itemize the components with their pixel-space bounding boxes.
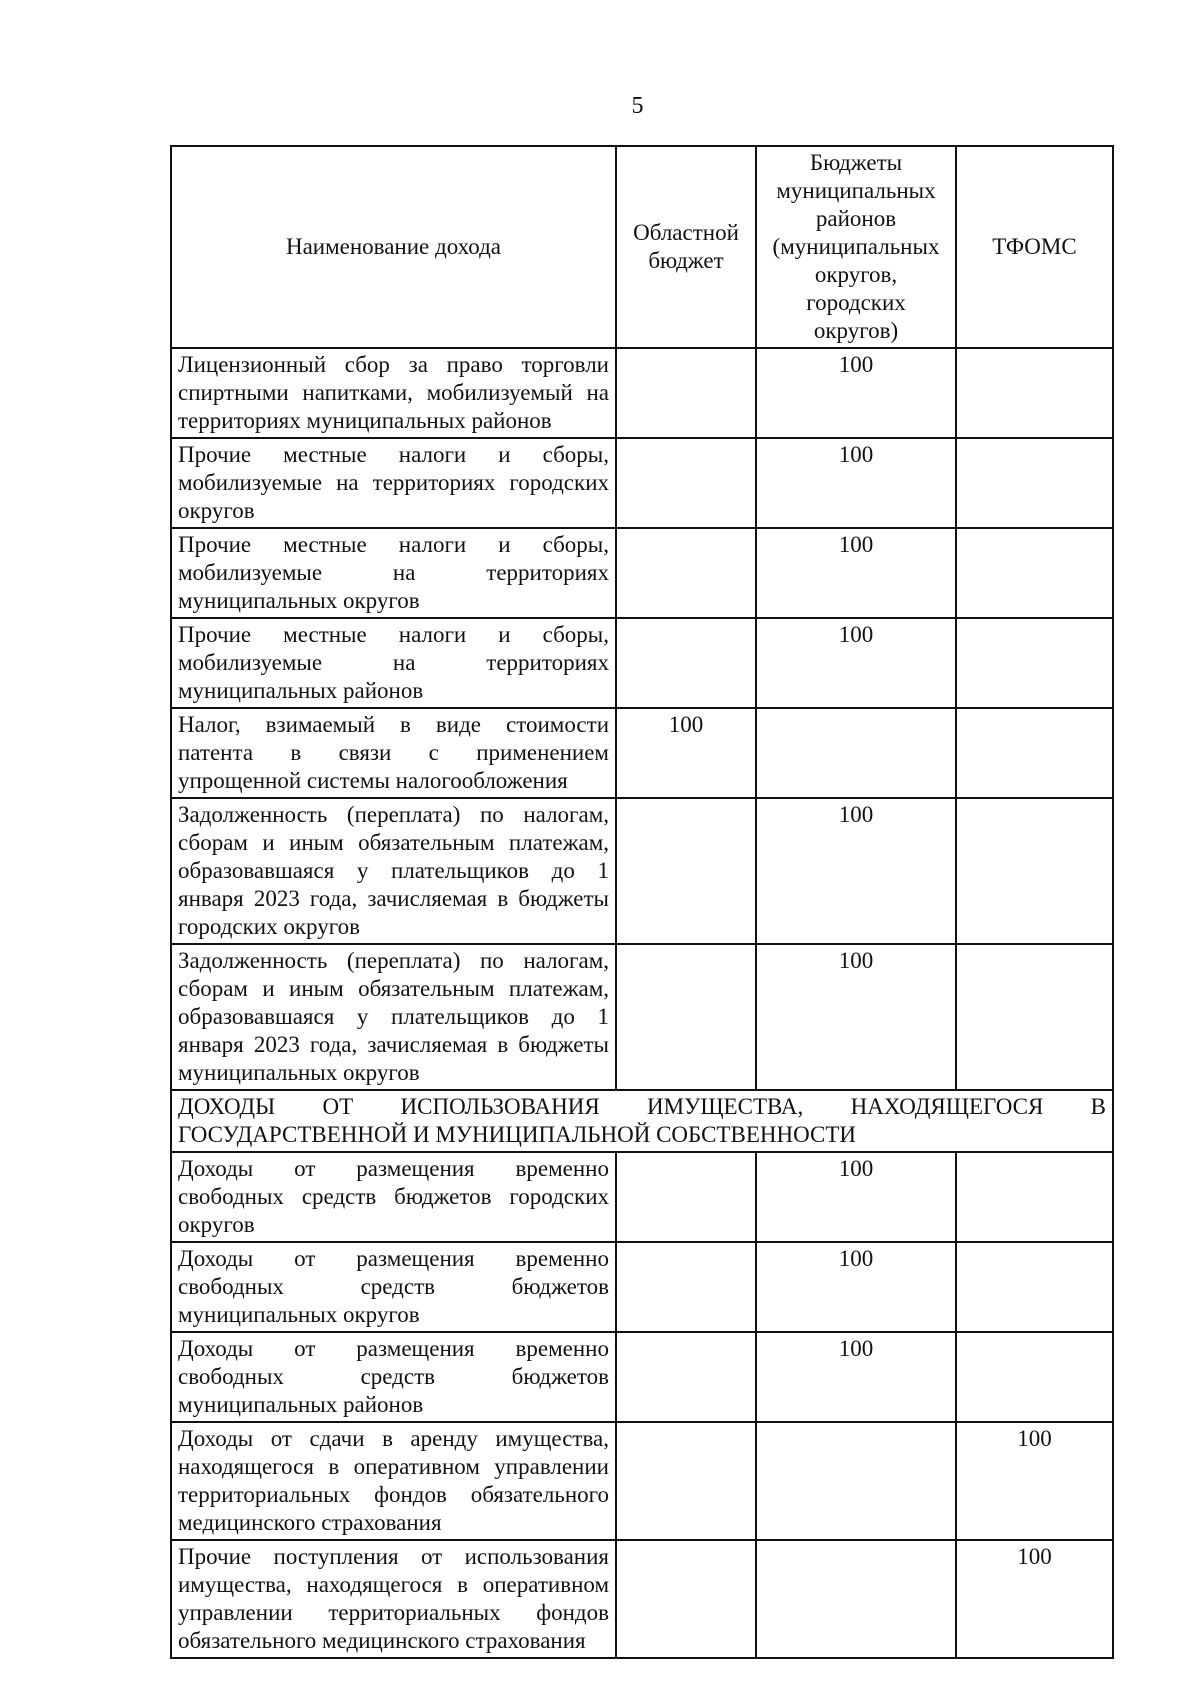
tfoms-value-cell: 100: [956, 1540, 1113, 1658]
table-row: [171, 348, 1113, 438]
regional-value-cell: [616, 618, 756, 708]
regional-value-cell: [616, 1152, 756, 1242]
tfoms-value-cell: [956, 1242, 1113, 1332]
table-row: [171, 708, 1113, 798]
income-name-cell: Налог, взимаемый в виде стоимости патента в связи с применением упрощенной системы налогообложения: [171, 708, 616, 798]
tfoms-value-cell: [956, 1332, 1113, 1422]
municipal-value-cell: 100: [756, 348, 956, 438]
header-municipal-budgets: Бюджеты муниципальных районов (муниципальных округов, городских округов): [756, 146, 956, 348]
section-heading: ДОХОДЫ ОТ ИСПОЛЬЗОВАНИЯ ИМУЩЕСТВА, НАХОДЯЩЕГОСЯ В ГОСУДАРСТВЕННОЙ И МУНИЦИПАЛЬНОЙ СОБСТВЕННОСТИ: [171, 1090, 1113, 1152]
regional-value-cell: [616, 1422, 756, 1540]
header-income-name: Наименование дохода: [171, 146, 616, 348]
table-row: [171, 798, 1113, 944]
regional-value-cell: 100: [616, 708, 756, 798]
tfoms-value-cell: [956, 438, 1113, 528]
regional-value-cell: [616, 1332, 756, 1422]
table-row: [171, 1422, 1113, 1540]
income-name-cell: Доходы от размещения временно свободных средств бюджетов муниципальных районов: [171, 1332, 616, 1422]
regional-value-cell: [616, 348, 756, 438]
table-body: [171, 348, 1113, 1658]
income-name-cell: Прочие поступления от использования имущества, находящегося в оперативном управлении территориальных фондов обязательного медицинского страхования: [171, 1540, 616, 1658]
header-regional-budget: Областной бюджет: [616, 146, 756, 348]
tfoms-value-cell: [956, 618, 1113, 708]
table-row: [171, 1332, 1113, 1422]
section-row: [171, 1090, 1113, 1152]
income-name-cell: Задолженность (переплата) по налогам, сборам и иным обязательным платежам, образовавшаяся у плательщиков до 1 января 2023 года, зачисляемая в бюджеты муниципальных округов: [171, 944, 616, 1090]
municipal-value-cell: 100: [756, 1332, 956, 1422]
municipal-value-cell: 100: [756, 1242, 956, 1332]
table-header-row: [171, 146, 1113, 348]
regional-value-cell: [616, 1540, 756, 1658]
municipal-value-cell: [756, 1540, 956, 1658]
municipal-value-cell: 100: [756, 1152, 956, 1242]
income-name-cell: Доходы от размещения временно свободных средств бюджетов муниципальных округов: [171, 1242, 616, 1332]
municipal-value-cell: 100: [756, 528, 956, 618]
income-table: [170, 145, 1114, 1659]
municipal-value-cell: 100: [756, 798, 956, 944]
regional-value-cell: [616, 798, 756, 944]
tfoms-value-cell: [956, 1152, 1113, 1242]
table-row: [171, 1242, 1113, 1332]
income-name-cell: Прочие местные налоги и сборы, мобилизуемые на территориях городских округов: [171, 438, 616, 528]
tfoms-value-cell: [956, 708, 1113, 798]
income-name-cell: Прочие местные налоги и сборы, мобилизуемые на территориях муниципальных районов: [171, 618, 616, 708]
regional-value-cell: [616, 1242, 756, 1332]
header-tfoms: ТФОМС: [956, 146, 1113, 348]
income-name-cell: Прочие местные налоги и сборы, мобилизуемые на территориях муниципальных округов: [171, 528, 616, 618]
tfoms-value-cell: [956, 798, 1113, 944]
tfoms-value-cell: [956, 348, 1113, 438]
table-row: [171, 944, 1113, 1090]
income-name-cell: Доходы от размещения временно свободных средств бюджетов городских округов: [171, 1152, 616, 1242]
income-name-cell: Задолженность (переплата) по налогам, сборам и иным обязательным платежам, образовавшаяся у плательщиков до 1 января 2023 года, зачисляемая в бюджеты городских округов: [171, 798, 616, 944]
income-name-cell: Доходы от сдачи в аренду имущества, находящегося в оперативном управлении территориальных фондов обязательного медицинского страхования: [171, 1422, 616, 1540]
income-name-cell: Лицензионный сбор за право торговли спиртными напитками, мобилизуемый на территориях муниципальных районов: [171, 348, 616, 438]
table-row: [171, 618, 1113, 708]
tfoms-value-cell: [956, 944, 1113, 1090]
municipal-value-cell: 100: [756, 438, 956, 528]
table-row: [171, 438, 1113, 528]
regional-value-cell: [616, 528, 756, 618]
regional-value-cell: [616, 438, 756, 528]
municipal-value-cell: 100: [756, 944, 956, 1090]
municipal-value-cell: 100: [756, 618, 956, 708]
municipal-value-cell: [756, 708, 956, 798]
table-row: [171, 528, 1113, 618]
municipal-value-cell: [756, 1422, 956, 1540]
regional-value-cell: [616, 944, 756, 1090]
page-number: 5: [631, 93, 644, 119]
table-row: [171, 1540, 1113, 1658]
table-row: [171, 1152, 1113, 1242]
tfoms-value-cell: 100: [956, 1422, 1113, 1540]
tfoms-value-cell: [956, 528, 1113, 618]
